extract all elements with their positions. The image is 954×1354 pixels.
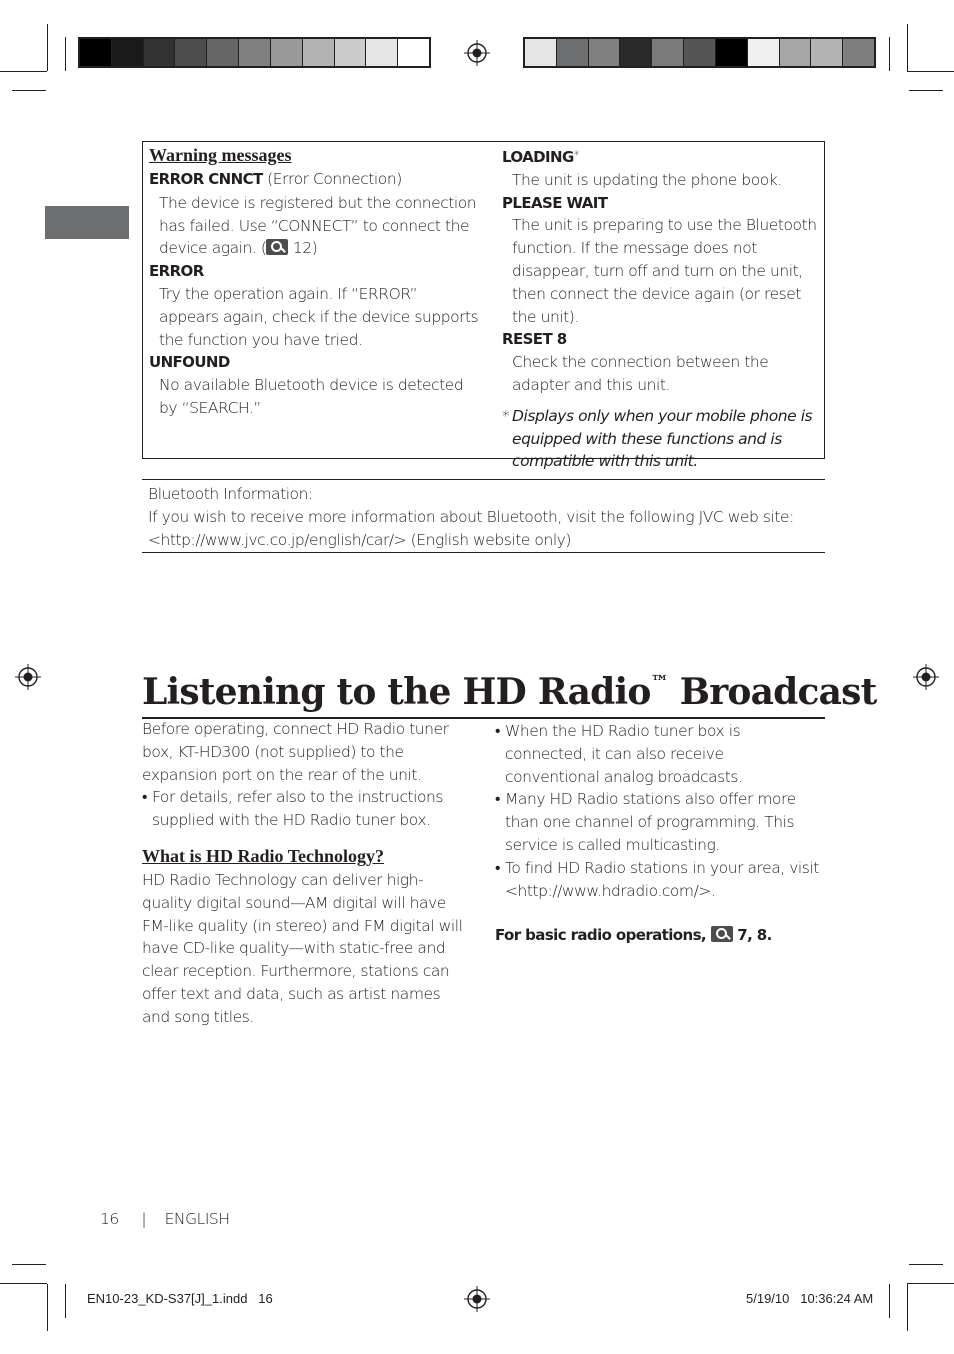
color-swatch — [335, 39, 367, 66]
color-swatch — [80, 39, 112, 66]
registration-mark-icon — [913, 664, 939, 690]
trademark-mark: ™ — [650, 672, 668, 693]
warning-desc: Try the operation again. If “ERROR” appears again, check if the device supports the function you have tried. — [159, 284, 479, 349]
title-text: Listening to the HD Radio — [142, 671, 651, 713]
color-swatch — [620, 39, 652, 66]
warning-desc-text: The device is registered but the connection has failed. Use “CONNECT” to connect the device again. ( — [159, 193, 477, 258]
warning-desc: No available Bluetooth device is detected by “SEARCH.” — [159, 376, 464, 417]
basic-ops-text: For basic radio operations, — [495, 926, 706, 945]
color-swatch — [748, 39, 780, 66]
bluetooth-info — [142, 479, 825, 553]
warning-desc: The unit is updating the phone book. — [512, 170, 782, 189]
color-swatch — [684, 39, 716, 66]
page-number: 16 — [100, 1210, 119, 1228]
color-swatch — [811, 39, 843, 66]
color-swatch — [525, 39, 557, 66]
basic-ops-reference — [495, 924, 820, 947]
left-column — [142, 718, 472, 1029]
registration-mark-icon — [464, 40, 490, 66]
right-column — [495, 720, 820, 947]
warning-desc: The unit is preparing to use the Bluetooth function. If the message does not disappear, turn off and turn on the unit, then connect the device again (or reset the unit). — [512, 216, 817, 326]
color-swatch — [207, 39, 239, 66]
page-ref: 7, 8. — [732, 926, 772, 945]
color-swatch — [112, 39, 144, 66]
color-swatch — [716, 39, 748, 66]
registration-mark-icon — [15, 664, 41, 690]
bt-info-url[interactable]: <http://www.jvc.co.jp/english/car/> (English website only) — [148, 530, 571, 549]
warning-left-column — [149, 145, 479, 420]
warning-messages-box — [142, 141, 825, 471]
magnifier-icon — [266, 239, 288, 255]
warning-term: PLEASE WAIT — [502, 193, 608, 212]
title-text-end: Broadcast — [667, 671, 877, 713]
slug-file: EN10-23_KD-S37[J]_1.indd 16 — [87, 1291, 273, 1306]
side-tab — [45, 206, 129, 239]
color-swatch — [303, 39, 335, 66]
color-bar-right — [523, 37, 876, 68]
warning-term: ERROR CNNCT — [149, 170, 263, 188]
footnote-text: Displays only when your mobile phone is equipped with these functions and is compatible with this unit. — [512, 406, 813, 471]
color-swatch — [589, 39, 621, 66]
info-bullet: • To find HD Radio stations in your area, visit <http://www.hdradio.com/>. — [495, 857, 820, 903]
page-title — [142, 660, 877, 719]
color-swatch — [843, 39, 874, 66]
warning-desc — [149, 192, 479, 260]
color-swatch — [652, 39, 684, 66]
body-paragraph: HD Radio Technology can deliver high-quality digital sound—AM digital will have FM-like quality (in stereo) and FM digital will have CD-like quality—with static-free and clear reception. Furthermore, stations can offer text and data, such as artist names and song titles. — [142, 870, 463, 1026]
color-swatch — [780, 39, 812, 66]
color-swatch — [144, 39, 176, 66]
footnote — [502, 405, 820, 473]
footer-separator: | — [141, 1210, 147, 1228]
warning-term: ERROR — [149, 262, 204, 281]
info-bullet: • Many HD Radio stations also offer more than one channel of programming. This service is called multicasting. — [495, 788, 820, 856]
warning-right-column — [502, 144, 820, 473]
warning-heading: Warning messages — [149, 145, 292, 165]
warning-item — [149, 168, 479, 192]
color-swatch — [175, 39, 207, 66]
warning-term: RESET 8 — [502, 330, 567, 349]
subheading: What is HD Radio Technology? — [142, 845, 385, 866]
intro-bullet: • For details, refer also to the instructions supplied with the HD Radio tuner box. — [142, 786, 472, 832]
bt-info-label: Bluetooth Information: — [148, 485, 313, 503]
intro-paragraph: Before operating, connect HD Radio tuner box, KT-HD300 (not supplied) to the expansion port on the rear of the unit. — [142, 720, 449, 784]
color-swatch — [366, 39, 398, 66]
slug-date: 5/19/10 10:36:24 AM — [746, 1291, 874, 1306]
footnote-mark: * — [573, 148, 580, 162]
info-bullet: • When the HD Radio tuner box is connected, it can also receive conventional analog broadcasts. — [495, 720, 820, 788]
color-swatch — [398, 39, 429, 66]
registration-mark-icon — [464, 1286, 490, 1312]
color-swatch — [557, 39, 589, 66]
warning-term — [502, 144, 820, 169]
warning-desc: Check the connection between the adapter and this unit. — [512, 353, 769, 394]
page-footer — [100, 1208, 230, 1230]
warning-term-text: LOADING — [502, 148, 574, 166]
footer-language: ENGLISH — [164, 1210, 230, 1228]
color-swatch — [271, 39, 303, 66]
warning-term: UNFOUND — [149, 353, 230, 372]
footnote-mark: * — [502, 406, 510, 425]
magnifier-icon — [711, 926, 733, 942]
color-swatch — [239, 39, 271, 66]
bt-info-text: If you wish to receive more information about Bluetooth, visit the following JVC web site: — [148, 507, 794, 526]
warning-term-note: (Error Connection) — [262, 170, 402, 188]
color-bar-left — [78, 37, 431, 68]
page-ref: 12) — [288, 239, 318, 258]
